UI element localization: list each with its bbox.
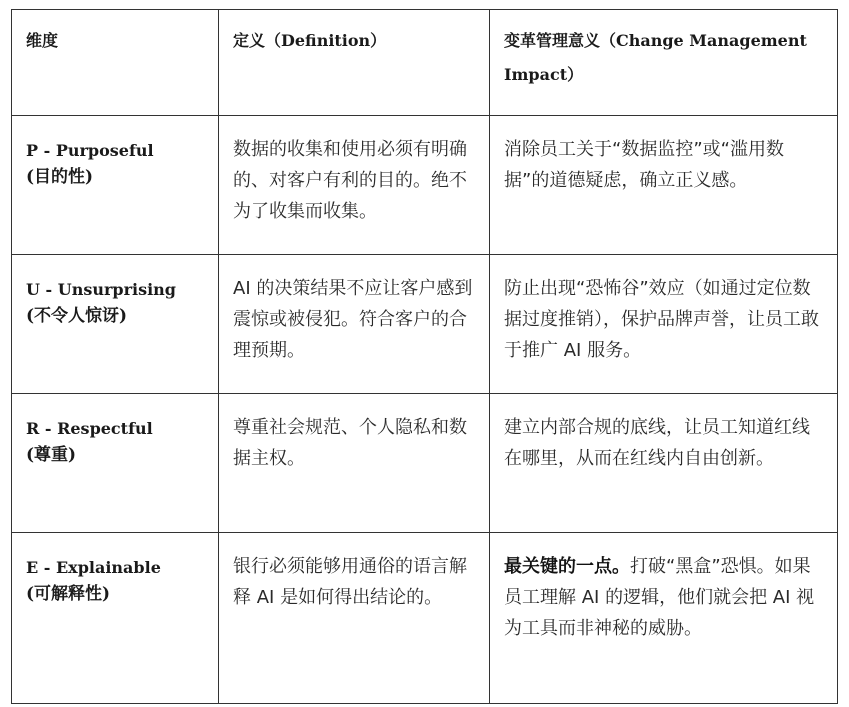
- dimension-code: E - Explainable: [26, 558, 161, 577]
- table-row: [12, 255, 838, 394]
- table-row: [12, 533, 838, 704]
- impact-cell: [490, 255, 838, 394]
- table-row: [12, 394, 838, 533]
- definition-cell: 尊重社会规范、个人隐私和数据主权。: [219, 394, 490, 533]
- definition-cell: 银行必须能够用通俗的语言解释 AI 是如何得出结论的。: [219, 533, 490, 704]
- dimension-code: P - Purposeful: [26, 141, 154, 160]
- dimension-cell: [12, 116, 219, 255]
- dimension-cell: [12, 533, 219, 704]
- dimension-cell: [12, 255, 219, 394]
- dimension-code: R - Respectful: [26, 419, 153, 438]
- table-row: [12, 116, 838, 255]
- impact-text: 防止出现“恐怖谷”效应（如通过定位数据过度推销），保护品牌声誉，让员工敢于推广 AI 服务。: [504, 278, 819, 361]
- dimension-name: (不令人惊讶): [26, 306, 128, 326]
- impact-cell: [490, 116, 838, 255]
- dimension-name: (目的性): [26, 167, 94, 187]
- purse-framework-table: [11, 9, 838, 704]
- dimension-name: (尊重): [26, 445, 77, 465]
- impact-cell: [490, 533, 838, 704]
- impact-lead: 最关键的一点。: [504, 556, 630, 577]
- table-header-row: [12, 10, 838, 116]
- header-impact: 变革管理意义（Change Management Impact）: [490, 10, 838, 116]
- dimension-cell: [12, 394, 219, 533]
- impact-text: 打破“黑盒”恐惧。如果员工理解 AI 的逻辑，他们就会把 AI 视为工具而非神秘的威胁。: [504, 556, 815, 639]
- impact-text: 建立内部合规的底线，让员工知道红线在哪里，从而在红线内自由创新。: [504, 417, 810, 469]
- header-dimension: 维度: [12, 10, 219, 116]
- header-definition: 定义（Definition）: [219, 10, 490, 116]
- impact-text: 消除员工关于“数据监控”或“滥用数据”的道德疑虑，确立正义感。: [504, 139, 784, 191]
- definition-cell: AI 的决策结果不应让客户感到震惊或被侵犯。符合客户的合理预期。: [219, 255, 490, 394]
- dimension-name: (可解释性): [26, 584, 111, 604]
- dimension-code: U - Unsurprising: [26, 280, 176, 299]
- impact-cell: [490, 394, 838, 533]
- definition-cell: 数据的收集和使用必须有明确的、对客户有利的目的。绝不为了收集而收集。: [219, 116, 490, 255]
